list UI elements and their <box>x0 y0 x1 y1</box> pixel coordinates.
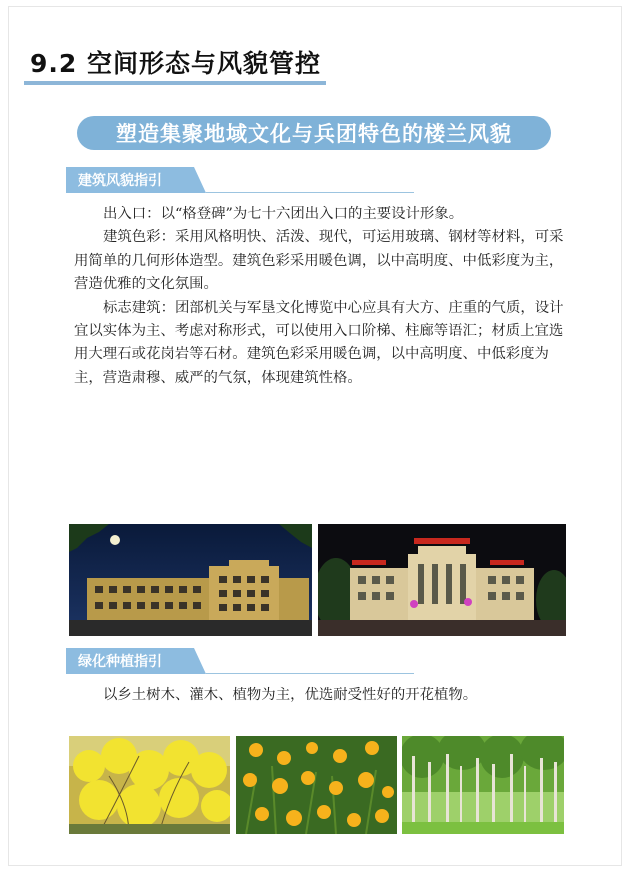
page-banner <box>77 116 551 150</box>
tab-rule <box>206 673 414 674</box>
daylily-flowers-photo <box>236 736 397 834</box>
banner-title: 塑造集聚地域文化与兵团特色的楼兰风貌 <box>116 122 512 146</box>
paragraph-landmark-building: 标志建筑：团部机关与军垦文化博览中心应具有大方、庄重的气质，设计宜以实体为主、考虑对称形式，可以使用入口阶梯、柱廊等语汇；材质上宜选用大理石或花岗岩等石材。建筑色彩采用暖色调，以中高明度、中低彩度为主，营造肃穆、威严的气氛，体现建筑性格。 <box>74 299 564 386</box>
paragraph-entrance: 出入口：以“格登碑”为七十六团出入口的主要设计形象。 <box>103 206 464 222</box>
building-night-photo-1 <box>69 524 312 636</box>
greening-text <box>74 684 564 707</box>
building-night-photo-2 <box>318 524 566 636</box>
forsythia-shrub-photo <box>69 736 230 834</box>
section-title: 9.2 空间形态与风貌管控 <box>30 49 321 78</box>
architecture-text <box>74 203 564 390</box>
paragraph-building-color: 建筑色彩：采用风格明快、活泼、现代，可运用玻璃、钢材等材料，可采用简单的几何形体造型。建筑色彩采用暖色调，以中高明度、中低彩度为主，营造优雅的文化氛围。 <box>74 229 564 293</box>
architecture-tab-label: 建筑风貌指引 <box>78 173 162 189</box>
tab-rule <box>206 192 414 193</box>
section-title-underline <box>24 81 326 85</box>
paragraph-planting: 以乡土树木、灌木、植物为主，优选耐受性好的开花植物。 <box>103 687 478 703</box>
tree-grove-photo <box>402 736 564 834</box>
greening-tab-label: 绿化种植指引 <box>78 654 162 670</box>
